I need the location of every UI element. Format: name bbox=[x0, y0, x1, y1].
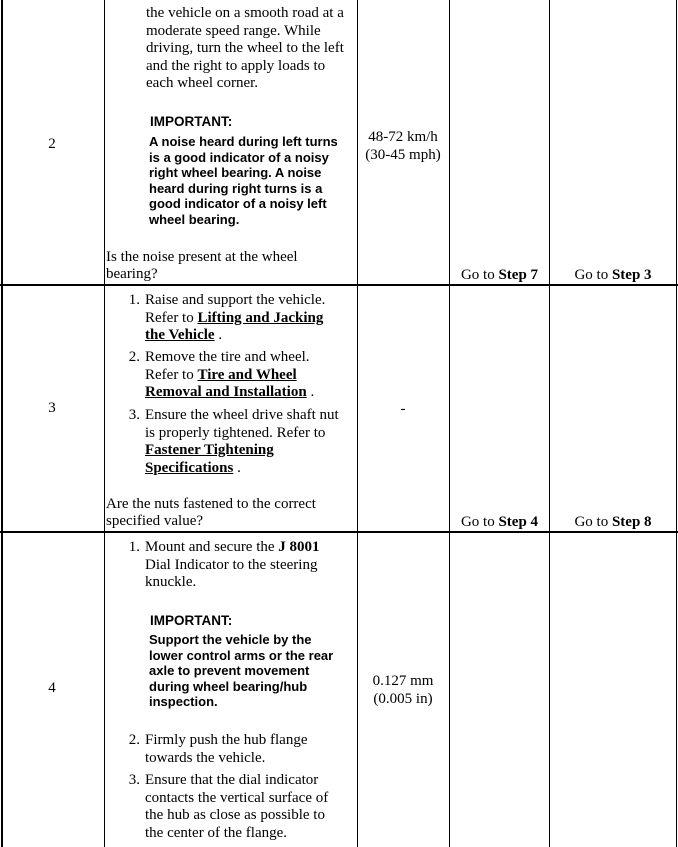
step-number: 3 bbox=[48, 400, 56, 416]
text-line: Dial Indicator to the steering bbox=[145, 556, 318, 573]
goto-prefix: Go to bbox=[460, 267, 499, 283]
list-number: 2. bbox=[128, 732, 140, 748]
text-line: Refer to bbox=[145, 309, 198, 326]
text-line: Remove the tire and wheel. bbox=[145, 349, 310, 365]
list-number: 1. bbox=[128, 292, 140, 308]
column-divider-3 bbox=[449, 0, 450, 847]
yes-action bbox=[450, 266, 549, 284]
tool-number: J 8001 bbox=[278, 539, 320, 555]
lifting-and-jacking-link[interactable]: the Vehicle bbox=[145, 327, 215, 343]
no-action bbox=[550, 266, 676, 284]
note-line: wheel bearing. bbox=[149, 211, 240, 227]
text-line: moderate speed range. While bbox=[146, 22, 321, 39]
step-question bbox=[106, 496, 356, 530]
note-line: during wheel bearing/hub bbox=[149, 678, 308, 694]
row-divider-2-3 bbox=[0, 284, 678, 286]
list-number: 3. bbox=[128, 407, 140, 423]
text-line: Mount and secure the bbox=[145, 539, 279, 555]
question-line: Are the nuts fastened to the correct bbox=[106, 496, 316, 512]
spec-value: - bbox=[400, 401, 406, 417]
note-line: Support the vehicle by the bbox=[149, 632, 312, 647]
step-link[interactable]: Step 8 bbox=[611, 514, 652, 530]
yes-action bbox=[450, 513, 549, 531]
step-question bbox=[106, 249, 356, 283]
step-link[interactable]: Step 7 bbox=[498, 267, 539, 283]
value-line: 48-72 km/h bbox=[368, 129, 438, 145]
text-line: each wheel corner. bbox=[146, 75, 259, 91]
tire-and-wheel-link[interactable]: Removal and Installation bbox=[145, 384, 307, 400]
tire-and-wheel-link[interactable]: Tire and Wheel bbox=[197, 366, 297, 383]
text-line: knuckle. bbox=[145, 574, 197, 590]
goto-prefix: Go to bbox=[574, 267, 612, 283]
value-line: (0.005 in) bbox=[373, 691, 433, 707]
value-line: (30-45 mph) bbox=[365, 147, 441, 163]
step-instructions bbox=[146, 5, 344, 93]
punctuation: . bbox=[214, 327, 223, 343]
step-link[interactable]: Step 3 bbox=[611, 267, 652, 283]
column-divider-4 bbox=[549, 0, 550, 847]
question-line: Is the noise present at the wheel bbox=[106, 249, 298, 265]
text-line: the hub as close as possible to bbox=[145, 807, 325, 823]
text-line: towards the vehicle. bbox=[145, 749, 266, 766]
table-border-left bbox=[1, 0, 3, 847]
goto-prefix: Go to bbox=[460, 514, 499, 530]
no-action bbox=[550, 513, 676, 531]
text-line: the vehicle on a smooth road at a bbox=[146, 5, 344, 21]
text-line: is properly tightened. Refer to bbox=[145, 424, 326, 441]
text-line: the center of the flange. bbox=[145, 824, 288, 841]
text-line: Ensure that the dial indicator bbox=[145, 772, 319, 788]
lifting-and-jacking-link[interactable]: Lifting and Jacking bbox=[197, 309, 324, 326]
important-title: IMPORTANT: bbox=[150, 613, 233, 628]
fastener-tightening-link[interactable]: Specifications bbox=[145, 459, 234, 476]
fastener-tightening-link[interactable]: Fastener Tightening bbox=[145, 442, 274, 458]
column-divider-1 bbox=[104, 0, 105, 847]
punctuation: . bbox=[306, 384, 315, 400]
text-line: Firmly push the hub flange bbox=[145, 732, 308, 748]
question-line: specified value? bbox=[106, 513, 204, 529]
step-link[interactable]: Step 4 bbox=[498, 514, 539, 530]
note-line: right wheel bearing. A noise bbox=[149, 165, 322, 181]
note-line: A noise heard during left turns bbox=[149, 134, 338, 149]
list-number: 1. bbox=[128, 539, 140, 555]
text-line: Raise and support the vehicle. bbox=[145, 292, 326, 308]
punctuation: . bbox=[233, 459, 241, 476]
list-number: 3. bbox=[128, 772, 140, 788]
note-line: heard during right turns is a bbox=[149, 180, 323, 196]
list-number: 2. bbox=[128, 349, 140, 365]
text-line: Refer to bbox=[145, 366, 198, 383]
text-line: and the right to apply loads to bbox=[146, 57, 326, 74]
note-line: good indicator of a noisy left bbox=[149, 196, 327, 212]
step-number: 2 bbox=[48, 136, 56, 152]
note-line: is a good indicator of a noisy bbox=[149, 149, 329, 165]
question-line: bearing? bbox=[106, 266, 158, 282]
text-line: contacts the vertical surface of bbox=[145, 789, 329, 806]
goto-prefix: Go to bbox=[574, 514, 612, 530]
spec-value bbox=[358, 128, 448, 164]
important-title: IMPORTANT: bbox=[150, 114, 233, 129]
important-note bbox=[149, 632, 359, 710]
note-line: axle to prevent movement bbox=[149, 663, 310, 679]
value-line: 0.127 mm bbox=[372, 673, 434, 689]
row-divider-3-4 bbox=[0, 531, 678, 533]
text-line: Ensure the wheel drive shaft nut bbox=[145, 407, 339, 423]
spec-value bbox=[358, 672, 448, 708]
table-border-right bbox=[676, 0, 677, 847]
note-line: inspection. bbox=[149, 694, 218, 710]
important-note bbox=[149, 134, 359, 228]
text-line: driving, turn the wheel to the left bbox=[146, 40, 344, 56]
note-line: lower control arms or the rear bbox=[149, 647, 334, 663]
step-number: 4 bbox=[48, 680, 56, 696]
